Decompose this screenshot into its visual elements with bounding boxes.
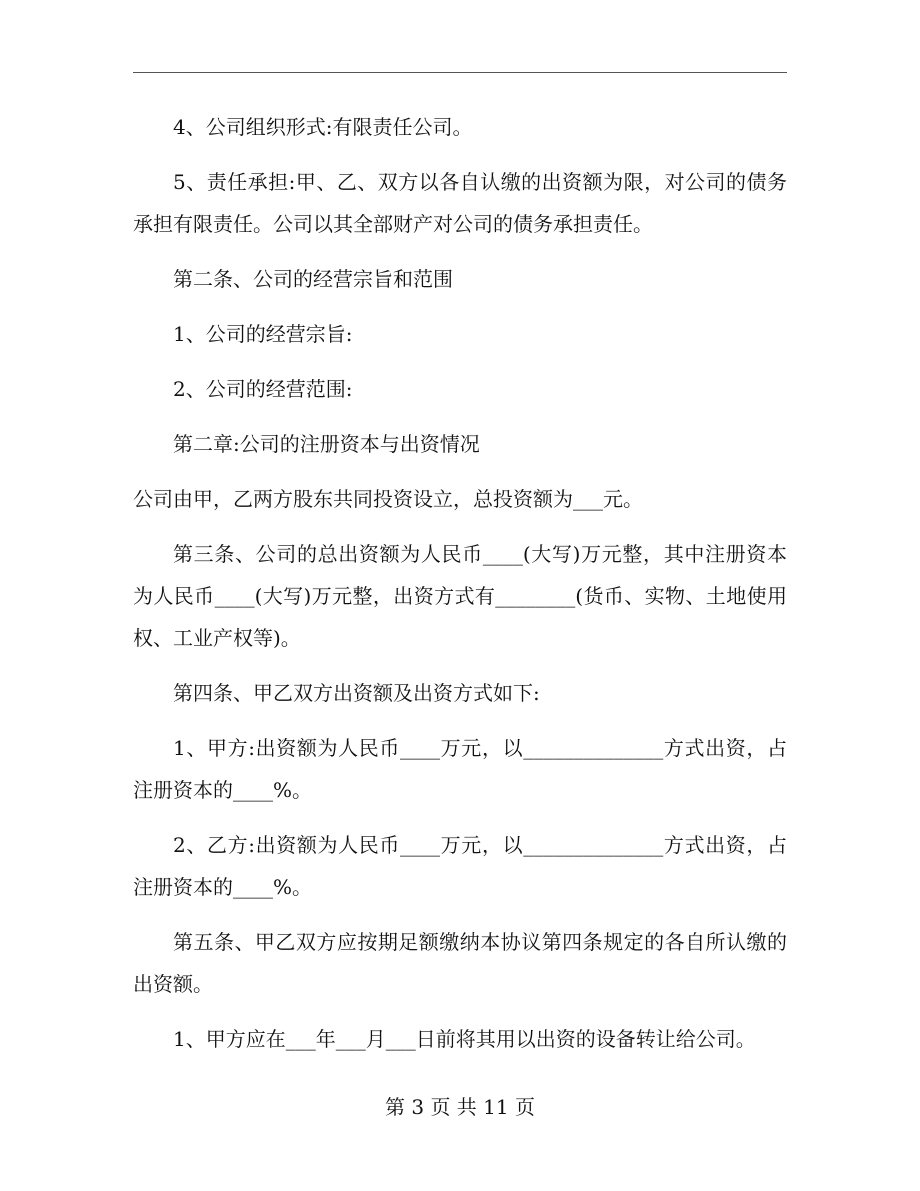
heading-article-2: 第二条、公司的经营宗旨和范围 [173, 267, 453, 291]
header-divider [133, 72, 787, 73]
heading-article-4: 第四条、甲乙双方出资额及出资方式如下: [173, 681, 540, 705]
paragraph-party-b-contribution: 2、乙方:出资额为人民币____万元，以______________方式出资，占注册资本的____%。 [133, 833, 787, 899]
paragraph-party-a-contribution: 1、甲方:出资额为人民币____万元，以______________方式出资，占注册资本的____%。 [133, 736, 787, 802]
paragraph-article-5: 第五条、甲乙双方应按期足额缴纳本协议第四条规定的各自所认缴的出资额。 [133, 930, 787, 996]
paragraph-total-investment: 公司由甲，乙两方股东共同投资设立，总投资额为___元。 [133, 487, 643, 511]
paragraph-business-scope: 2、公司的经营范围: [173, 377, 353, 401]
page-number: 第 3 页 共 11 页 [385, 1095, 535, 1119]
paragraph-article-3: 第三条、公司的总出资额为人民币____(大写)万元整，其中注册资本为人民币____(大写)万元整，出资方式有________(货币、实物、土地使用权、工业产权等)。 [133, 542, 787, 650]
paragraph-company-form: 4、公司组织形式:有限责任公司。 [173, 115, 473, 139]
heading-chapter-2: 第二章:公司的注册资本与出资情况 [173, 432, 480, 456]
paragraph-business-purpose: 1、公司的经营宗旨: [173, 322, 353, 346]
paragraph-liability: 5、责任承担:甲、乙、双方以各自认缴的出资额为限，对公司的债务承担有限责任。公司以其全部财产对公司的债务承担责任。 [133, 170, 787, 236]
document-body [133, 106, 787, 1073]
paragraph-party-a-deadline: 1、甲方应在___年___月___日前将其用以出资的设备转让给公司。 [173, 1027, 756, 1051]
